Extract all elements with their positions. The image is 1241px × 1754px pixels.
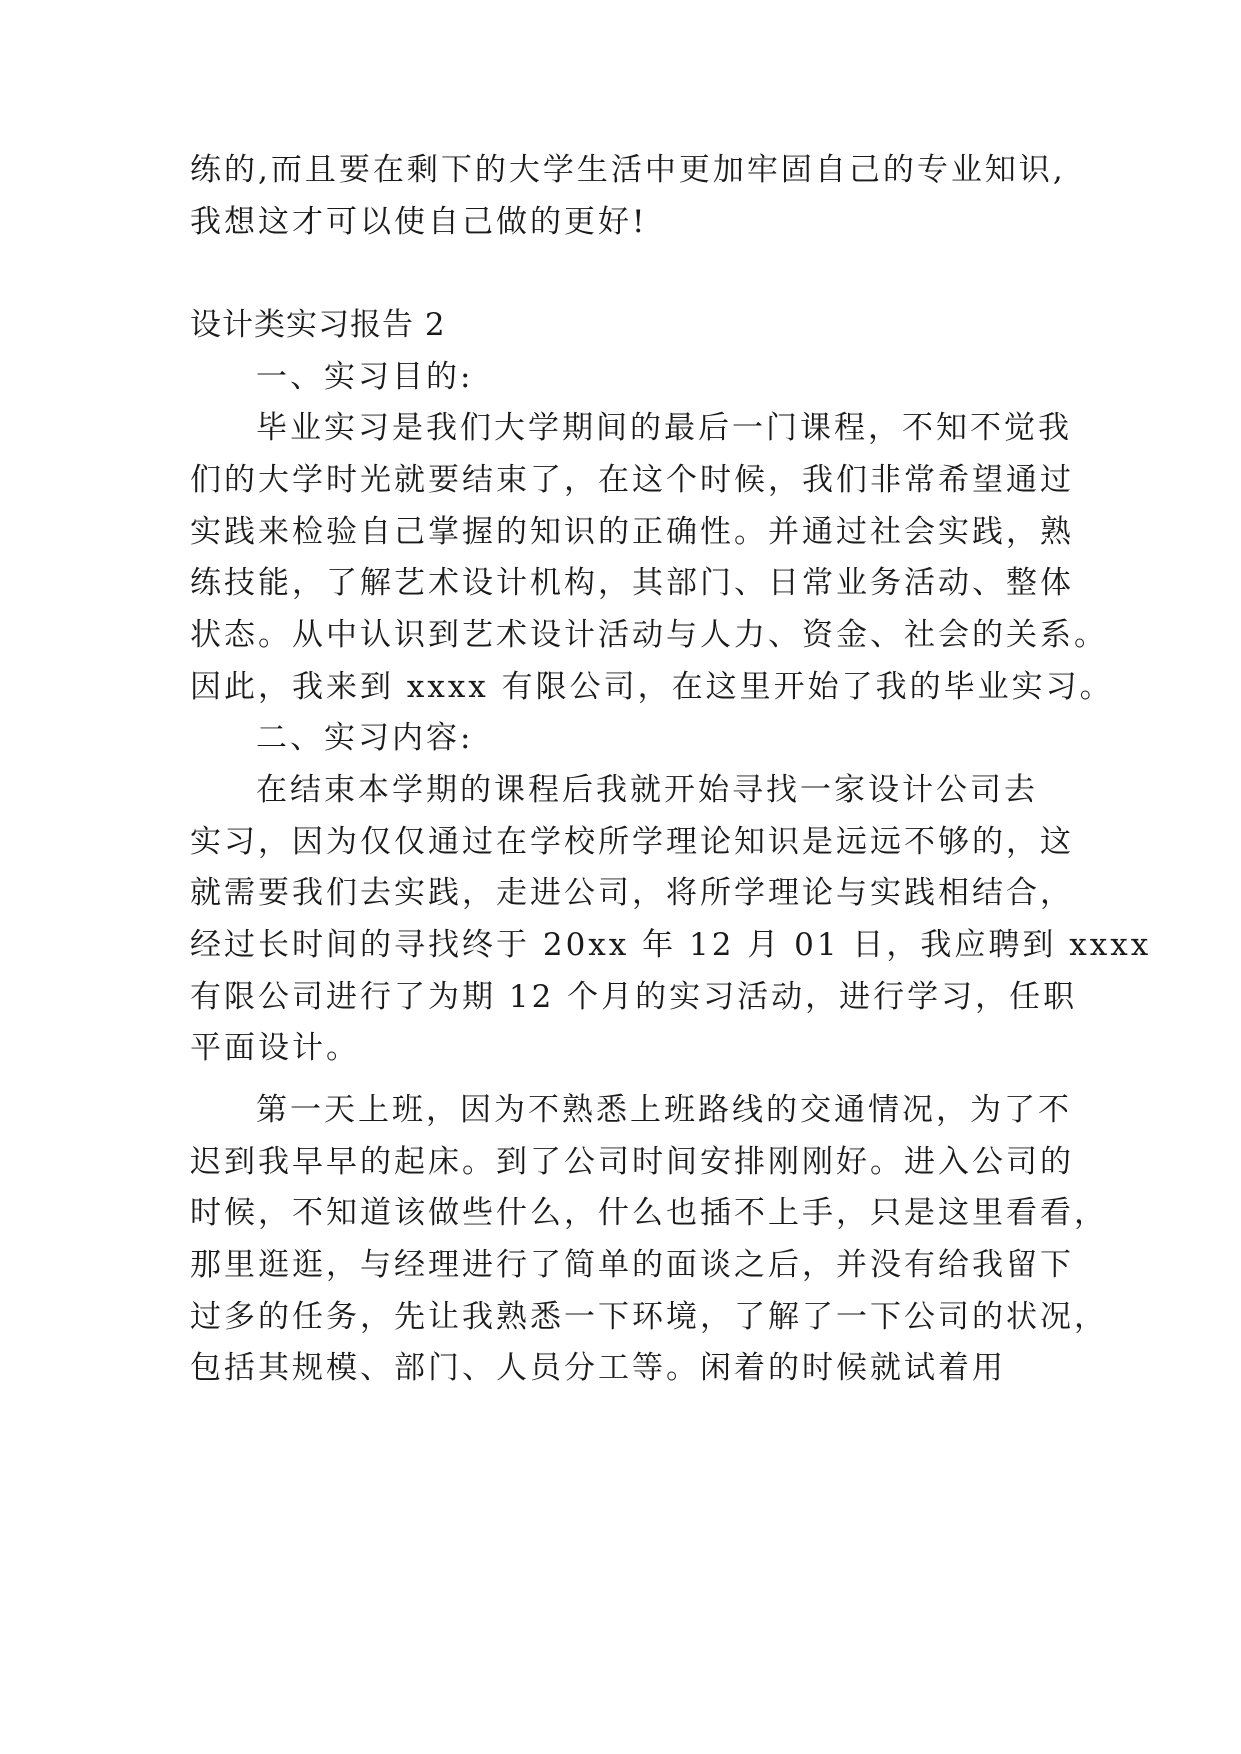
paragraph-1-line-6: 因此，我来到 xxxx 有限公司，在这里开始了我的毕业实习。: [190, 669, 1114, 705]
paragraph-1-line-2: 们的大学时光就要结束了，在这个时候，我们非常希望通过: [190, 462, 1074, 498]
heading-objective: 一、实习目的:: [256, 359, 474, 395]
paragraph-1-line-3: 实践来检验自己掌握的知识的正确性。并通过社会实践，熟: [190, 514, 1074, 550]
paragraph-3-line-6: 包括其规模、部门、人员分工等。闲着的时候就试着用: [190, 1350, 1006, 1386]
paragraph-2-line-3: 就需要我们去实践，走进公司，将所学理论与实践相结合，: [190, 875, 1074, 911]
paragraph-1-line-5: 状态。从中认识到艺术设计活动与人力、资金、社会的关系。: [190, 617, 1108, 653]
paragraph-3-line-5: 过多的任务，先让我熟悉一下环境，了解了一下公司的状况，: [190, 1299, 1108, 1335]
paragraph-2-line-6: 平面设计。: [190, 1030, 360, 1066]
heading-content: 二、实习内容:: [256, 720, 474, 756]
paragraph-1-line-1: 毕业实习是我们大学期间的最后一门课程，不知不觉我: [256, 410, 1072, 446]
paragraph-2-line-5: 有限公司进行了为期 12 个月的实习活动，进行学习，任职: [190, 979, 1078, 1015]
paragraph-2-line-1: 在结束本学期的课程后我就开始寻找一家设计公司去: [256, 772, 1038, 808]
section-title: 设计类实习报告 2: [190, 307, 446, 343]
paragraph-2-line-2: 实习，因为仅仅通过在学校所学理论知识是远远不够的，这: [190, 824, 1074, 860]
intro-line-1: 练的,而且要在剩下的大学生活中更加牢固自己的专业知识,: [190, 152, 1066, 188]
paragraph-2-line-4: 经过长时间的寻找终于 20xx 年 12 月 01 日，我应聘到 xxxx: [190, 927, 1152, 963]
paragraph-3-line-4: 那里逛逛，与经理进行了简单的面谈之后，并没有给我留下: [190, 1247, 1074, 1283]
intro-line-2: 我想这才可以使自己做的更好!: [190, 204, 648, 240]
paragraph-1-line-4: 练技能，了解艺术设计机构，其部门、日常业务活动、整体: [190, 565, 1074, 601]
paragraph-3-line-2: 迟到我早早的起床。到了公司时间安排刚刚好。进入公司的: [190, 1144, 1074, 1180]
paragraph-3-line-3: 时候，不知道该做些什么，什么也插不上手，只是这里看看，: [190, 1195, 1108, 1231]
paragraph-3-line-1: 第一天上班，因为不熟悉上班路线的交通情况，为了不: [256, 1092, 1072, 1128]
